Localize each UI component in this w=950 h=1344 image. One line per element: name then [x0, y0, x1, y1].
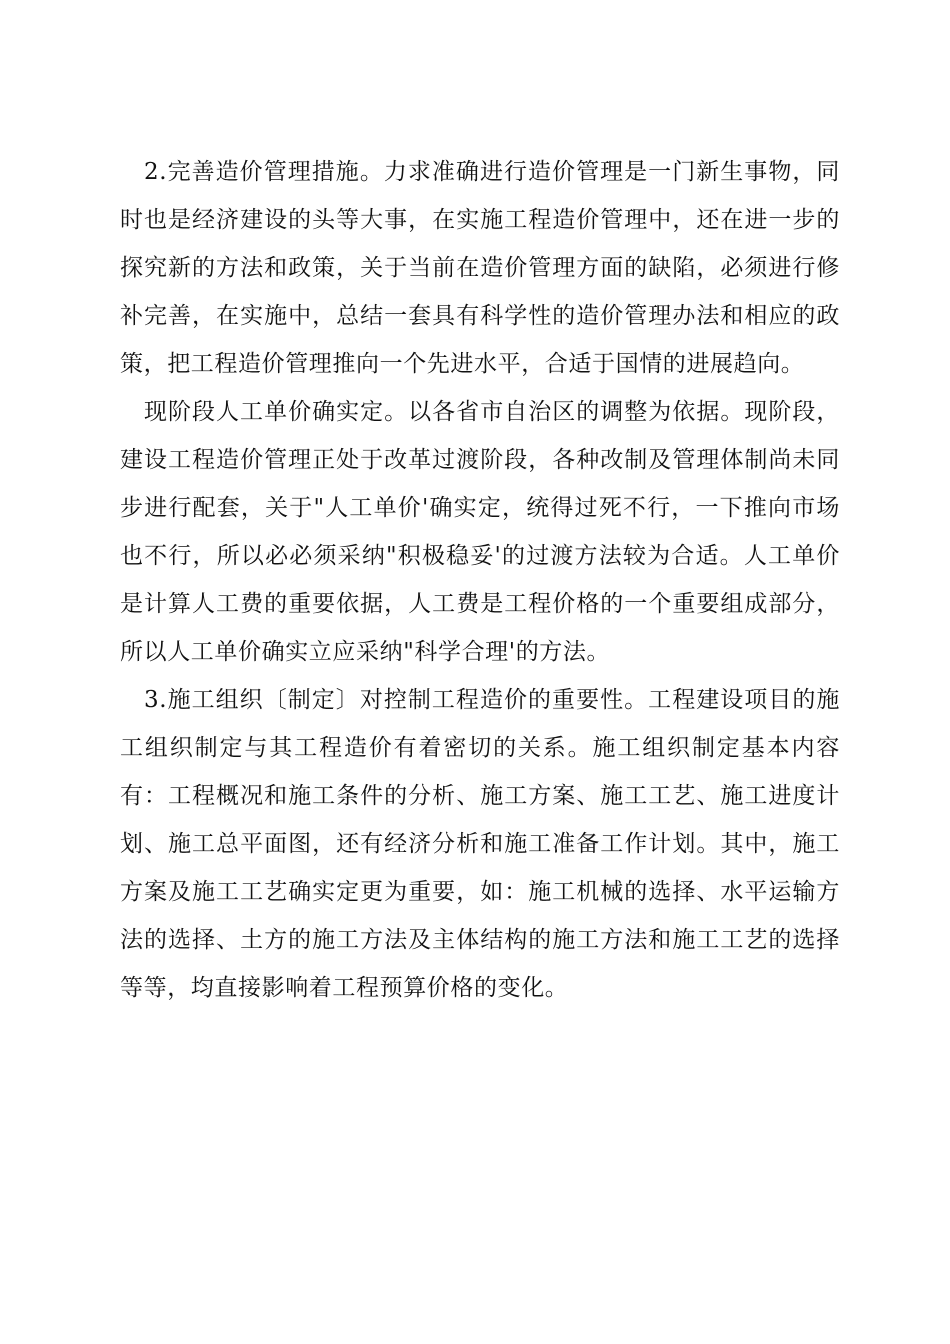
paragraph-cost-management-measures: 2.完善造价管理措施。力求准确进行造价管理是一门新生事物，同时也是经济建设的头等大事，在实施工程造价管理中，还在进一步的探究新的方法和政策，关于当前在造价管理方面的缺陷，必须进行修补完善，在实施中，总结一套具有科学性的造价管理办法和相应的政策，把工程造价管理推向一个先进水平，合适于国情的进展趋向。 [120, 159, 840, 377]
paragraph-construction-organization: 3.施工组织〔制定〕对控制工程造价的重要性。工程建设项目的施工组织制定与其工程造价有着密切的关系。施工组织制定基本内容有：工程概况和施工条件的分析、施工方案、施工工艺、施工进度计划、施工总平面图，还有经济分析和施工准备工作计划。其中，施工方案及施工工艺确实定更为重要，如：施工机械的选择、水平运输方法的选择、土方的施工方法及主体结构的施工方法和施工工艺的选择等等，均直接影响着工程预算价格的变化。 [120, 687, 840, 1001]
document-body [120, 148, 840, 1012]
paragraph-labor-unit-price: 现阶段人工单价确实定。以各省市自治区的调整为依据。现阶段，建设工程造价管理正处于改革过渡阶段，各种改制及管理体制尚未同步进行配套，关于"人工单价'确实定，统得过死不行，一下推向市场也不行，所以必必须采纳"积极稳妥'的过渡方法较为合适。人工单价是计算人工费的重要依据，人工费是工程价格的一个重要组成部分，所以人工单价确实立应采纳"科学合理'的方法。 [120, 399, 840, 665]
